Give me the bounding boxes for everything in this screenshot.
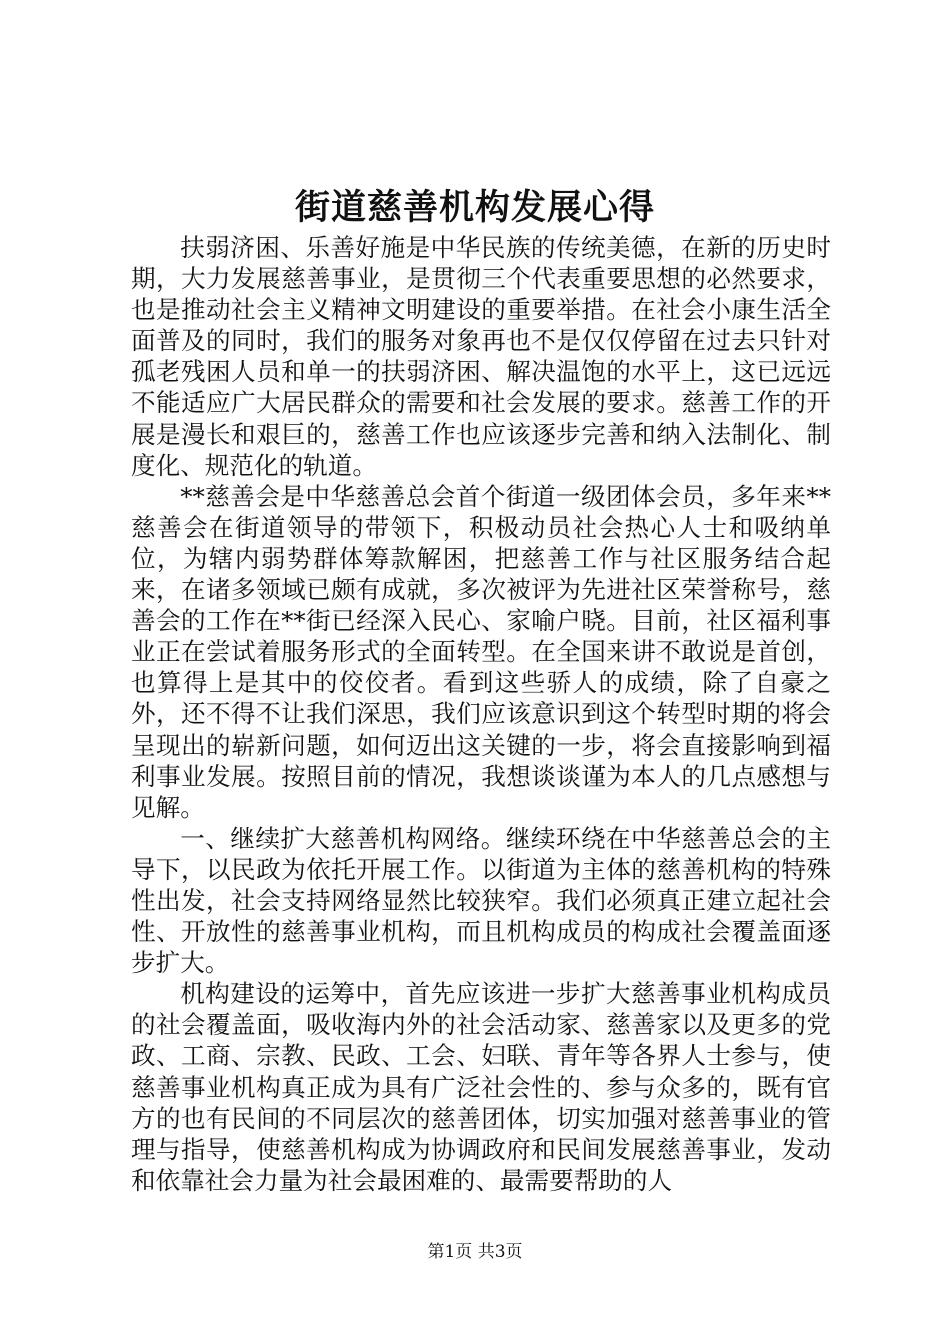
- document-title: 街道慈善机构发展心得: [294, 187, 655, 228]
- paragraph-1: 扶弱济困、乐善好施是中华民族的传统美德，在新的历史时期，大力发展慈善事业，是贯彻三个代表重要思想的必然要求，也是推动社会主义精神文明建设的重要举措。在社会小康生活全面普及的同时，我们的服务对象再也不是仅仅停留在过去只针对孤老残困人员和单一的扶弱济困、解决温饱的水平上，这已远远不能适应广大居民群众的需要和社会发展的要求。慈善工作的开展是漫长和艰巨的，慈善工作也应该逐步完善和纳入法制化、制度化、规范化的轨道。: [131, 233, 831, 480]
- document-body: [131, 232, 831, 1196]
- paragraph-2: **慈善会是中华慈善总会首个街道一级团体会员，多年来**慈善会在街道领导的带领下，积极动员社会热心人士和吸纳单位，为辖内弱势群体筹款解困，把慈善工作与社区服务结合起来，在诸多领域已颇有成就，多次被评为先进社区荣誉称号，慈善会的工作在**街已经深入民心、家喻户晓。目前，社区福利事业正在尝试着服务形式的全面转型。在全国来讲不敢说是首创，也算得上是其中的佼佼者。看到这些骄人的成绩，除了自豪之外，还不得不让我们深思，我们应该意识到这个转型时期的将会呈现出的崭新问题，如何迈出这关键的一步，将会直接影响到福利事业发展。按照目前的情况，我想谈谈谨为本人的几点感想与见解。: [131, 481, 831, 822]
- paragraph-3: 一、继续扩大慈善机构网络。继续环绕在中华慈善总会的主导下，以民政为依托开展工作。以街道为主体的慈善机构的特殊性出发，社会支持网络显然比较狭窄。我们必须真正建立起社会性、开放性的慈善事业机构，而且机构成员的构成社会覆盖面逐步扩大。: [131, 823, 831, 978]
- page-number-footer: 第1页 共3页: [427, 1242, 523, 1262]
- paragraph-4: 机构建设的运筹中，首先应该进一步扩大慈善事业机构成员的社会覆盖面，吸收海内外的社会活动家、慈善家以及更多的党政、工商、宗教、民政、工会、妇联、青年等各界人士参与，使慈善事业机构真正成为具有广泛社会性的、参与众多的，既有官方的也有民间的不同层次的慈善团体，切实加强对慈善事业的管理与指导，使慈善机构成为协调政府和民间发展慈善事业，发动和依靠社会力量为社会最困难的、最需要帮助的人: [131, 979, 831, 1195]
